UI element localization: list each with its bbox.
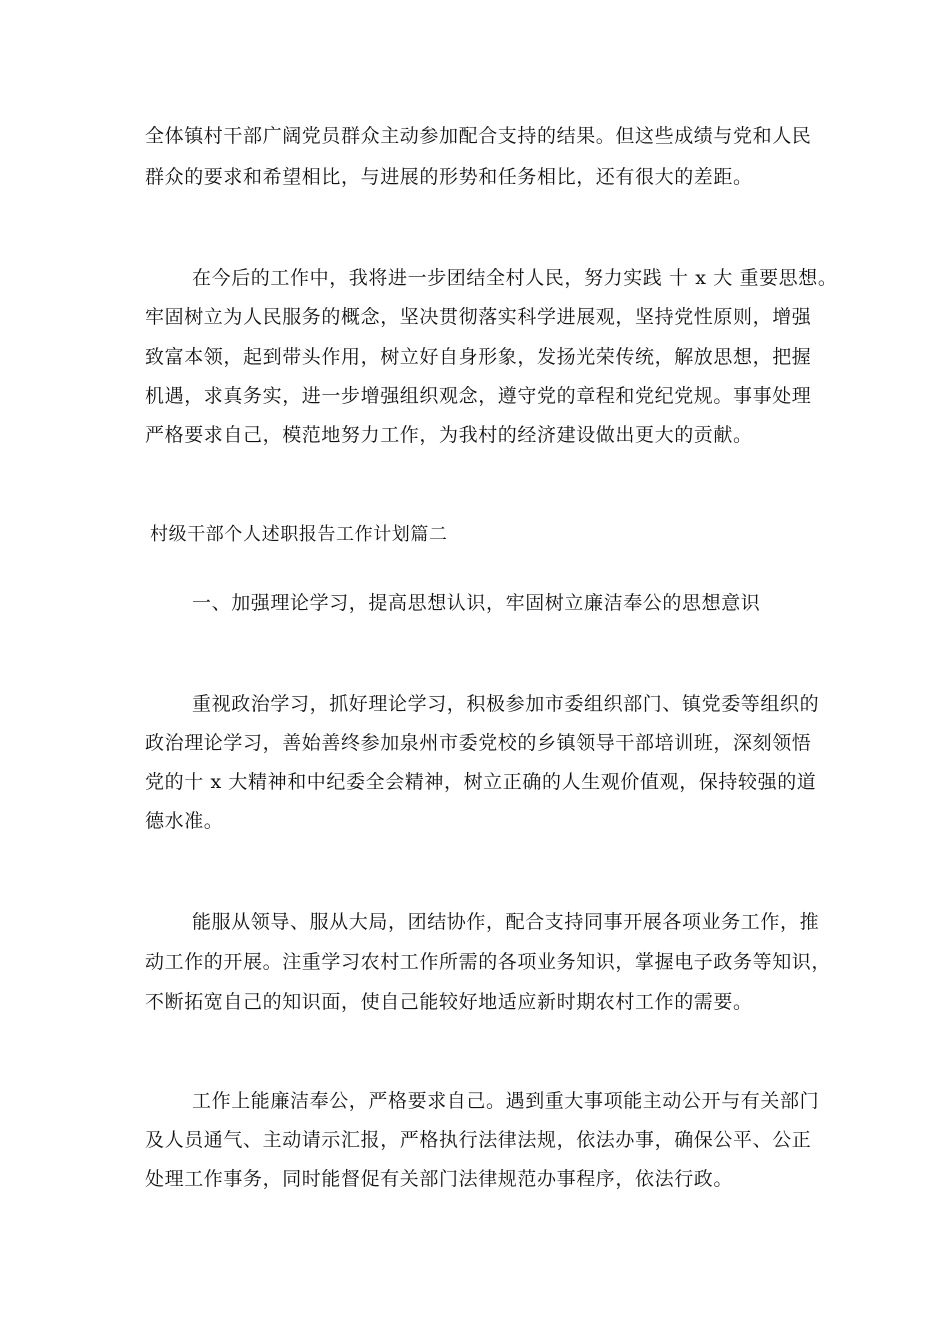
paragraph-line: 德水准。 xyxy=(145,810,224,832)
paragraph-line: 不断拓宽自己的知识面，使自己能较好地适应新时期农村工作的需要。 xyxy=(145,991,753,1013)
paragraph-line: 动工作的开展。注重学习农村工作所需的各项业务知识，掌握电子政务等知识， xyxy=(145,951,832,973)
paragraph-line: 能服从领导、服从大局，团结协作，配合支持同事开展各项业务工作，推 xyxy=(192,911,820,933)
paragraph-line: 致富本领，起到带头作用，树立好自身形象，发扬光荣传统，解放思想，把握 xyxy=(145,346,812,368)
paragraph-line: 群众的要求和希望相比，与进展的形势和任务相比，还有很大的差距。 xyxy=(145,166,753,188)
paragraph-line: 全体镇村干部广阔党员群众主动参加配合支持的结果。但这些成绩与党和人民 xyxy=(145,125,812,147)
paragraph-line: 重视政治学习，抓好理论学习，积极参加市委组织部门、镇党委等组织的 xyxy=(192,693,820,715)
paragraph-line: 党的十 x 大精神和中纪委全会精神，树立正确的人生观价值观，保持较强的道 xyxy=(145,771,817,793)
paragraph-line: 牢固树立为人民服务的概念，坚决贯彻落实科学进展观，坚持党性原则，增强 xyxy=(145,306,812,328)
subheading: 一、加强理论学习，提高思想认识，牢固树立廉洁奉公的思想意识 xyxy=(192,592,761,614)
paragraph-line: 严格要求自己，模范地努力工作，为我村的经济建设做出更大的贡献。 xyxy=(145,424,753,446)
section-title: 村级干部个人述职报告工作计划篇二 xyxy=(150,524,448,545)
paragraph-line: 工作上能廉洁奉公，严格要求自己。遇到重大事项能主动公开与有关部门 xyxy=(192,1090,820,1112)
paragraph-line: 在今后的工作中，我将进一步团结全村人民，努力实践 十 x 大 重要思想。 xyxy=(192,267,838,289)
paragraph-line: 及人员通气、主动请示汇报，严格执行法律法规，依法办事，确保公平、公正 xyxy=(145,1129,812,1151)
paragraph-line: 机遇，求真务实，进一步增强组织观念，遵守党的章程和党纪党规。事事处理 xyxy=(145,385,812,407)
paragraph-line: 政治理论学习，善始善终参加泉州市委党校的乡镇领导干部培训班，深刻领悟 xyxy=(145,732,812,754)
paragraph-line: 处理工作事务，同时能督促有关部门法律规范办事程序，依法行政。 xyxy=(145,1168,734,1190)
